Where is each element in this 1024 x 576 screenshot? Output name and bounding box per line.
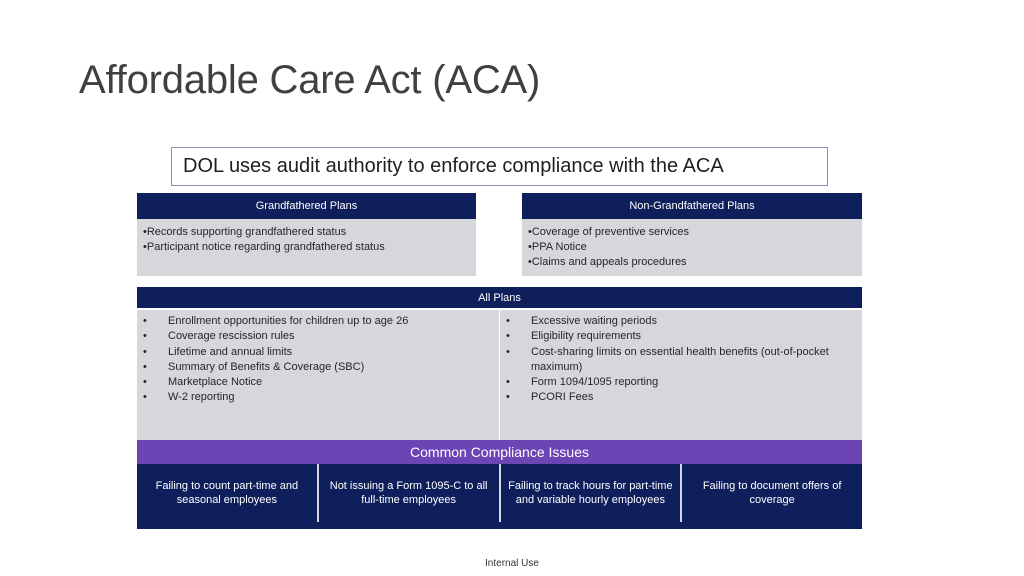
grandfathered-header: Grandfathered Plans [137, 193, 476, 219]
issue-cell: Failing to track hours for part-time and variable hourly employees [501, 464, 681, 522]
list-item: • W-2 reporting [143, 390, 493, 405]
list-item: • Claims and appeals procedures [528, 255, 856, 270]
list-item: • Coverage of preventive services [528, 225, 856, 240]
list-item: • Summary of Benefits & Coverage (SBC) [143, 360, 493, 375]
non-grandfathered-list [522, 219, 862, 276]
all-plans-right-list [506, 314, 858, 406]
issue-cell: Not issuing a Form 1095-C to all full-time employees [319, 464, 499, 522]
list-item: • Cost-sharing limits on essential health benefits (out-of-pocket maximum) [506, 345, 858, 376]
list-item: • Marketplace Notice [143, 375, 493, 390]
list-item: • Form 1094/1095 reporting [506, 375, 858, 390]
callout-box [171, 147, 828, 186]
slide-title: Affordable Care Act (ACA) [79, 58, 541, 102]
list-item: • PPA Notice [528, 240, 856, 255]
all-plans-left-list [143, 314, 493, 406]
list-item: • Eligibility requirements [506, 329, 858, 344]
list-item: • Lifetime and annual limits [143, 345, 493, 360]
list-item: • PCORI Fees [506, 390, 858, 405]
issue-cell: Failing to document offers of coverage [682, 464, 862, 522]
grandfathered-list [137, 219, 476, 261]
issue-cell: Failing to count part-time and seasonal employees [137, 464, 317, 522]
list-item: • Participant notice regarding grandfathered status [143, 240, 470, 255]
list-item: • Excessive waiting periods [506, 314, 858, 329]
list-item: • Records supporting grandfathered status [143, 225, 470, 240]
common-issues-row [137, 464, 862, 522]
list-item: • Coverage rescission rules [143, 329, 493, 344]
grandfathered-panel [137, 219, 476, 276]
list-item: • Enrollment opportunities for children up to age 26 [143, 314, 493, 329]
all-plans-header: All Plans [137, 287, 862, 308]
footer-label: Internal Use [485, 558, 539, 569]
common-issues-header: Common Compliance Issues [137, 440, 862, 464]
non-grandfathered-header: Non-Grandfathered Plans [522, 193, 862, 219]
callout-text: DOL uses audit authority to enforce compliance with the ACA [183, 155, 724, 177]
common-issues-footer-bar [137, 522, 862, 529]
non-grandfathered-panel [522, 219, 862, 276]
